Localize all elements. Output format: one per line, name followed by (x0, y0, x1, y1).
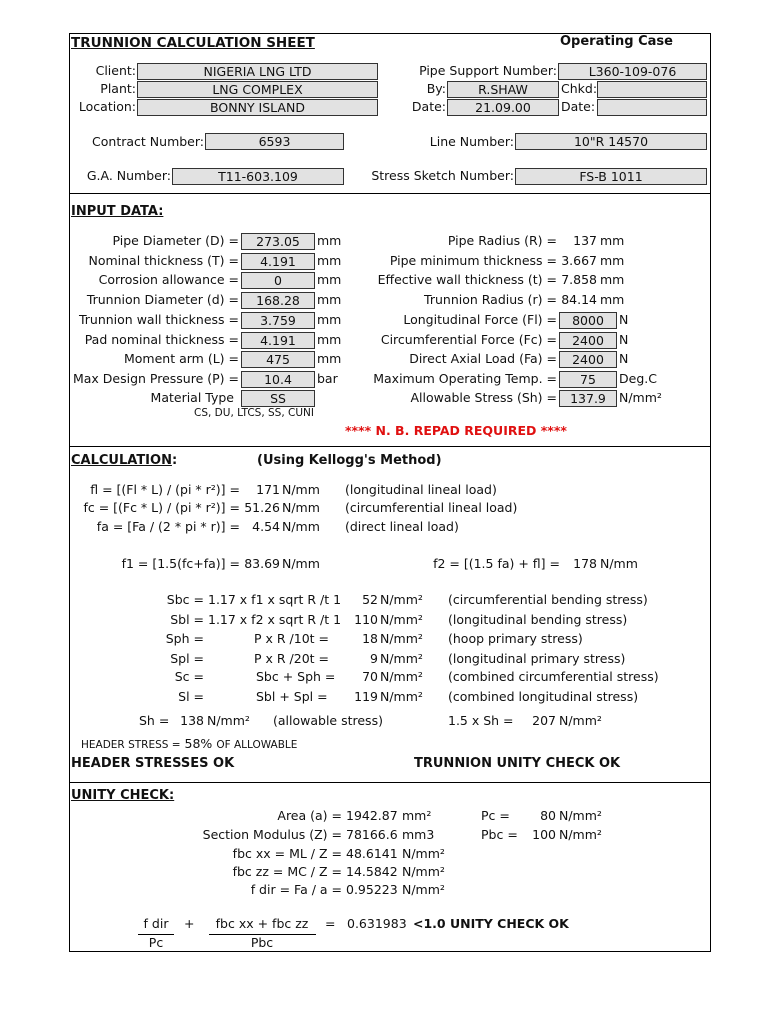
divider (69, 446, 711, 447)
stress-equation: Sbc + Sph = (256, 669, 336, 684)
stress-description: (combined circumferential stress) (448, 669, 659, 684)
stress-value: 9 (370, 651, 378, 666)
stress-description: (combined longitudinal stress) (448, 689, 639, 704)
ga-field[interactable]: T11-603.109 (172, 168, 344, 185)
stress-value: 18 (362, 631, 378, 646)
stress-name: Sbc = (166, 592, 204, 607)
input-label: Max Design Pressure (P) = (72, 371, 239, 386)
effective-wall-value: 7.858 (561, 272, 597, 287)
fraction1-numerator: f dir (143, 916, 169, 931)
sh-value: 138 (180, 713, 204, 728)
stress-equation: Sbl + Spl = (256, 689, 328, 704)
support-field[interactable]: L360-109-076 (558, 63, 707, 80)
stress-unit: N/mm² (380, 612, 423, 627)
input-unit: bar (317, 371, 338, 386)
stress-unit: N/mm² (380, 669, 423, 684)
input-unit: mm (600, 292, 625, 307)
stress-value: 110 (354, 612, 378, 627)
load-description: (direct lineal load) (345, 519, 459, 534)
load-equation: fa = [Fa / (2 * pi * r)] = (96, 519, 240, 534)
stress-equation: P x R /20t = (254, 651, 330, 666)
unity-unit: N/mm² (402, 882, 445, 897)
pipe-min-thickness-value: 3.667 (561, 253, 597, 268)
stress-value: 119 (354, 689, 378, 704)
input-unit: N (619, 312, 629, 327)
stress-description: (hoop primary stress) (448, 631, 583, 646)
support-label: Pipe Support Number: (419, 63, 557, 78)
by-label: By: (426, 81, 446, 96)
unity-heading: UNITY CHECK: (71, 788, 175, 803)
input-label: Longitudinal Force (Fl) = (403, 312, 557, 327)
longitudinal-force-field[interactable]: 8000 (559, 312, 617, 329)
trunnion-diameter-field[interactable]: 168.28 (241, 292, 315, 309)
operating-temp-field[interactable]: 75 (559, 371, 617, 388)
stress-unit: N/mm² (380, 631, 423, 646)
divider (69, 193, 711, 194)
stress-description: (circumferential bending stress) (448, 592, 648, 607)
ga-label: G.A. Number: (86, 168, 171, 183)
stress-equation: 1.17 x f2 x sqrt R /t 1 (208, 612, 342, 627)
stress-unit: N/mm² (380, 689, 423, 704)
unity-label: fbc zz = MC / Z = (232, 864, 342, 879)
input-label: Allowable Stress (Sh) = (410, 390, 557, 405)
divider (69, 782, 711, 783)
input-unit: mm (600, 233, 625, 248)
sh-unit: N/mm² (207, 713, 250, 728)
input-unit: Deg.C (619, 371, 657, 386)
stress-description: (longitudinal bending stress) (448, 612, 628, 627)
date2-label: Date: (561, 99, 596, 114)
input-unit: mm (317, 253, 342, 268)
unity-verdict: <1.0 UNITY CHECK OK (413, 916, 569, 931)
sh15-value: 207 (532, 713, 556, 728)
f2-unit: N/mm (600, 556, 638, 571)
input-label: Corrosion allowance = (98, 272, 239, 287)
load-unit: N/mm (282, 519, 320, 534)
header-stress-label: HEADER STRESS = (81, 739, 181, 751)
pc-value: 80 (540, 808, 556, 823)
stress-name: Sph = (165, 631, 204, 646)
input-label: Material Type (150, 390, 234, 405)
input-label: Moment arm (L) = (124, 351, 239, 366)
load-value: 171 (256, 482, 280, 497)
sheet-title: TRUNNION CALCULATION SHEET (71, 35, 315, 51)
unity-result: 0.631983 (347, 916, 407, 931)
input-label: Maximum Operating Temp. = (373, 371, 557, 386)
input-unit: mm (317, 312, 342, 327)
f1-value: 83.69 (244, 556, 280, 571)
plant-field[interactable]: LNG COMPLEX (137, 81, 378, 98)
plus-sign: + (184, 916, 195, 931)
input-unit: mm (317, 332, 342, 347)
calc-heading-text: CALCULATION (71, 453, 172, 468)
input-unit: N (619, 332, 629, 347)
input-unit: mm (600, 253, 625, 268)
design-pressure-field[interactable]: 10.4 (241, 371, 315, 388)
material-type-field[interactable]: SS (241, 390, 315, 407)
allowable-stress-field[interactable]: 137.9 (559, 390, 617, 407)
axial-load-field[interactable]: 2400 (559, 351, 617, 368)
input-label: Trunnion Diameter (d) = (86, 292, 239, 307)
repad-warning: **** N. B. REPAD REQUIRED **** (345, 423, 567, 438)
input-label: Pipe Diameter (D) = (112, 233, 239, 248)
input-label: Trunnion wall thickness = (78, 312, 239, 327)
load-equation: fc = [(Fc * L) / (pi * r²)] = (83, 500, 240, 515)
stress-name: Sbl = (170, 612, 204, 627)
client-field[interactable]: NIGERIA LNG LTD (137, 63, 378, 80)
input-unit: mm (317, 292, 342, 307)
pbc-value: 100 (532, 827, 556, 842)
contract-field[interactable]: 6593 (205, 133, 344, 150)
input-unit: mm (600, 272, 625, 287)
chkd-label: Chkd: (561, 81, 598, 96)
input-unit: N (619, 351, 629, 366)
unity-unit: N/mm² (402, 864, 445, 879)
stress-unit: N/mm² (380, 592, 423, 607)
location-label: Location: (78, 99, 136, 114)
pc-label: Pc = (481, 808, 510, 823)
unity-label: Section Modulus (Z) = (202, 827, 342, 842)
sh15-label: 1.5 x Sh = (448, 713, 514, 728)
input-heading: INPUT DATA: (71, 204, 164, 219)
date2-field[interactable] (597, 99, 707, 116)
calc-method: (Using Kellogg's Method) (257, 453, 442, 468)
stress-description: (longitudinal primary stress) (448, 651, 626, 666)
header-stress-line (81, 736, 297, 753)
unity-value: 1942.87 (346, 808, 398, 823)
date-field[interactable]: 21.09.00 (447, 99, 559, 116)
stress-unit: N/mm² (380, 651, 423, 666)
input-label: Effective wall thickness (t) = (377, 272, 557, 287)
load-equation: fl = [(Fl * L) / (pi * r²)] = (90, 482, 240, 497)
input-label: Circumferential Force (Fc) = (380, 332, 557, 347)
load-value: 51.26 (244, 500, 280, 515)
stress-equation: 1.17 x f1 x sqrt R /t 1 (208, 592, 342, 607)
sh15-unit: N/mm² (559, 713, 602, 728)
sh-description: (allowable stress) (273, 713, 383, 728)
stress-name: Sl = (178, 689, 204, 704)
fraction2-denominator: Pbc (250, 935, 274, 950)
unity-label: Area (a) = (277, 808, 342, 823)
chkd-field[interactable] (597, 81, 707, 98)
fraction1-denominator: Pc (148, 935, 164, 950)
unity-unit: mm3 (402, 827, 435, 842)
input-label: Direct Axial Load (Fa) = (409, 351, 557, 366)
pipe-radius-value: 137 (573, 233, 597, 248)
stress-name: Spl = (170, 651, 204, 666)
header-stress-suffix: OF ALLOWABLE (216, 739, 298, 751)
pc-unit: N/mm² (559, 808, 602, 823)
pbc-unit: N/mm² (559, 827, 602, 842)
line-field[interactable]: 10"R 14570 (515, 133, 707, 150)
plant-label: Plant: (100, 81, 136, 96)
trunnion-wall-field[interactable]: 3.759 (241, 312, 315, 329)
material-note: CS, DU, LTCS, SS, CUNI (194, 407, 314, 419)
sketch-field[interactable]: FS-B 1011 (515, 168, 707, 185)
pipe-diameter-field[interactable]: 273.05 (241, 233, 315, 250)
pbc-label: Pbc = (481, 827, 518, 842)
sh-label: Sh = (139, 713, 170, 728)
client-label: Client: (95, 63, 136, 78)
input-label: Pipe Radius (R) = (447, 233, 557, 248)
unity-unit: mm² (402, 808, 432, 823)
unity-label: f dir = Fa / a = (250, 882, 342, 897)
case-label: Operating Case (560, 34, 673, 49)
unity-label: fbc xx = ML / Z = (232, 846, 342, 861)
equals-sign: = (325, 916, 336, 931)
fraction2-numerator: fbc xx + fbc zz (215, 916, 309, 931)
pad-thickness-field[interactable]: 4.191 (241, 332, 315, 349)
load-unit: N/mm (282, 482, 320, 497)
trunnion-radius-value: 84.14 (561, 292, 597, 307)
line-label: Line Number: (429, 134, 514, 149)
unity-value: 48.6141 (346, 846, 398, 861)
header-ok-status: HEADER STRESSES OK (71, 756, 235, 771)
input-unit: mm (317, 272, 342, 287)
input-label: Trunnion Radius (r) = (424, 292, 557, 307)
contract-label: Contract Number: (92, 134, 204, 149)
date-label: Date: (411, 99, 446, 114)
load-unit: N/mm (282, 500, 320, 515)
location-field[interactable]: BONNY ISLAND (137, 99, 378, 116)
input-unit: N/mm² (619, 390, 662, 405)
f1-unit: N/mm (282, 556, 320, 571)
trunnion-ok-status: TRUNNION UNITY CHECK OK (414, 756, 621, 771)
f1-equation: f1 = [1.5(fc+fa)] = (121, 556, 240, 571)
stress-name: Sc = (174, 669, 204, 684)
input-label: Pipe minimum thickness = (389, 253, 557, 268)
nominal-thickness-field[interactable]: 4.191 (241, 253, 315, 270)
header-stress-value: 58% (184, 736, 213, 751)
input-label: Pad nominal thickness = (84, 332, 239, 347)
input-unit: mm (317, 351, 342, 366)
unity-value: 78166.6 (346, 827, 398, 842)
load-value: 4.54 (252, 519, 280, 534)
stress-value: 52 (362, 592, 378, 607)
load-description: (longitudinal lineal load) (345, 482, 497, 497)
calc-heading (71, 453, 177, 469)
by-field[interactable]: R.SHAW (447, 81, 559, 98)
unity-value: 0.95223 (346, 882, 398, 897)
unity-unit: N/mm² (402, 846, 445, 861)
input-unit: mm (317, 233, 342, 248)
unity-value: 14.5842 (346, 864, 398, 879)
circumferential-force-field[interactable]: 2400 (559, 332, 617, 349)
corrosion-allowance-field[interactable]: 0 (241, 272, 315, 289)
sketch-label: Stress Sketch Number: (371, 168, 514, 183)
input-label: Nominal thickness (T) = (88, 253, 239, 268)
f2-value: 178 (573, 556, 597, 571)
load-description: (circumferential lineal load) (345, 500, 518, 515)
calc-heading-colon: : (171, 453, 178, 468)
stress-value: 70 (362, 669, 378, 684)
moment-arm-field[interactable]: 475 (241, 351, 315, 368)
stress-equation: P x R /10t = (254, 631, 330, 646)
f2-equation: f2 = [(1.5 fa) + fl] = (433, 556, 560, 571)
